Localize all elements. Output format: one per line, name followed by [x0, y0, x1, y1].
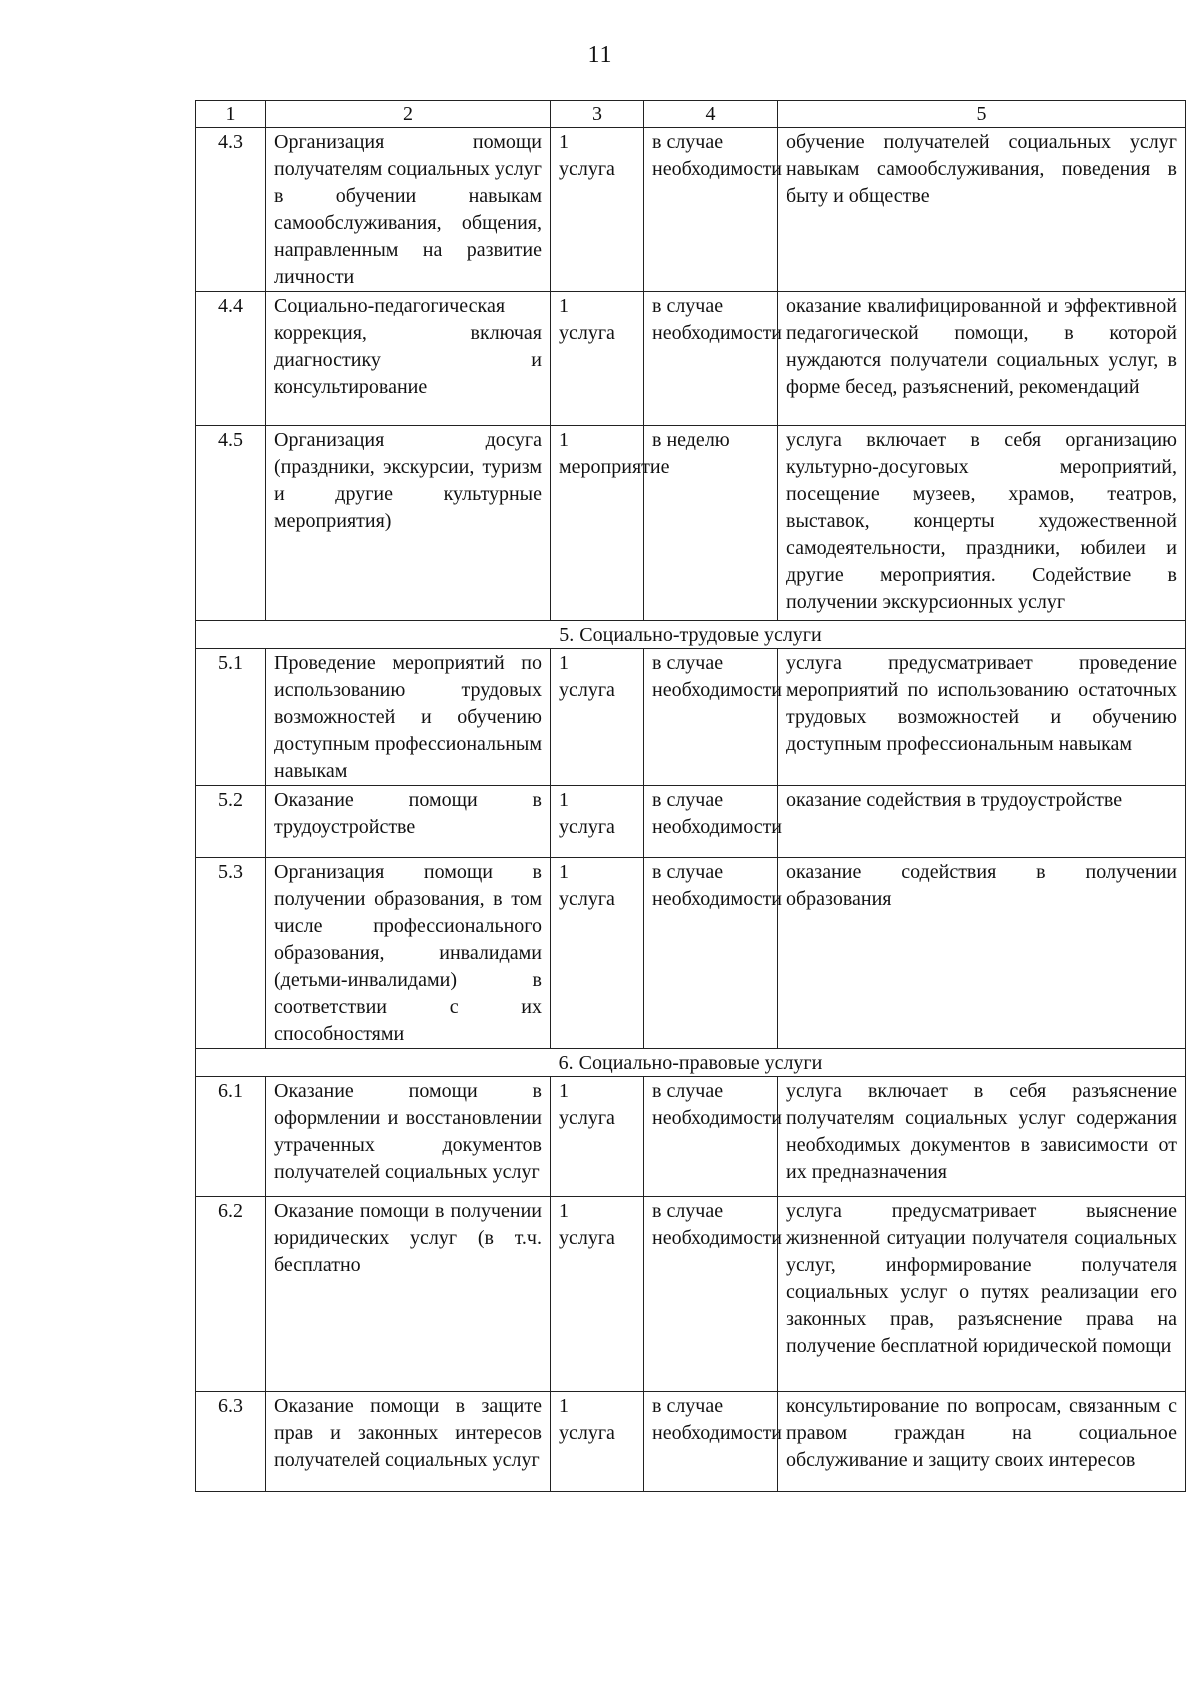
- table-row: [196, 292, 1186, 426]
- item-number: 6.1: [196, 1077, 266, 1197]
- service-name: Организация досуга (праздники, экскурсии, туризм и другие культурные мероприятия): [266, 426, 551, 621]
- service-name: Оказание помощи в получении юридических услуг (в т.ч. бесплатно: [266, 1197, 551, 1392]
- service-volume: 1 услуга: [551, 786, 644, 858]
- section-title: 6. Социально-правовые услуги: [196, 1049, 1186, 1077]
- table-row: [196, 858, 1186, 1049]
- table-row: [196, 128, 1186, 292]
- item-number: 5.1: [196, 649, 266, 786]
- service-volume: 1 услуга: [551, 1077, 644, 1197]
- service-periodicity: в случае необходимости: [644, 649, 778, 786]
- service-name: Организация помощи в получении образования, в том числе профессионального образования, инвалидами (детьми-инвалидами) в соответствии с их способностями: [266, 858, 551, 1049]
- column-header: 4: [644, 101, 778, 128]
- service-description: оказание содействия в получении образования: [778, 858, 1186, 1049]
- service-description: услуга включает в себя разъяснение получателям социальных услуг содержания необходимых документов в зависимости от их предназначения: [778, 1077, 1186, 1197]
- service-name: Оказание помощи в защите прав и законных интересов получателей социальных услуг: [266, 1392, 551, 1492]
- service-name: Оказание помощи в трудоустройстве: [266, 786, 551, 858]
- column-header: 5: [778, 101, 1186, 128]
- service-volume: 1 услуга: [551, 1197, 644, 1392]
- services-table: [195, 100, 1186, 1492]
- section-header-row: [196, 1049, 1186, 1077]
- service-periodicity: в случае необходимости: [644, 292, 778, 426]
- section-title: 5. Социально-трудовые услуги: [196, 621, 1186, 649]
- service-name: Проведение мероприятий по использованию трудовых возможностей и обучению доступным профессиональным навыкам: [266, 649, 551, 786]
- page-number: 11: [587, 42, 613, 68]
- service-description: услуга предусматривает проведение мероприятий по использованию остаточных трудовых возможностей и обучению доступным профессиональным навыкам: [778, 649, 1186, 786]
- service-description: услуга предусматривает выяснение жизненной ситуации получателя социальных услуг, информирование получателя социальных услуг о путях реализации его законных прав, разъяснение права на получение бесплатной юридической помощи: [778, 1197, 1186, 1392]
- service-volume: 1 услуга: [551, 128, 644, 292]
- service-periodicity: в случае необходимости: [644, 1077, 778, 1197]
- item-number: 4.5: [196, 426, 266, 621]
- service-volume: 1 услуга: [551, 1392, 644, 1492]
- column-number-header-row: [196, 101, 1186, 128]
- table-row: [196, 426, 1186, 621]
- service-volume: 1 услуга: [551, 292, 644, 426]
- table-row: [196, 1077, 1186, 1197]
- column-header: 2: [266, 101, 551, 128]
- section-header-row: [196, 621, 1186, 649]
- service-periodicity: в случае необходимости: [644, 1392, 778, 1492]
- service-description: обучение получателей социальных услуг навыкам самообслуживания, поведения в быту и обществе: [778, 128, 1186, 292]
- table-row: [196, 1197, 1186, 1392]
- item-number: 5.2: [196, 786, 266, 858]
- service-name: Социально-педагогическая коррекция, включая диагностику и консультирование: [266, 292, 551, 426]
- service-periodicity: в случае необходимости: [644, 1197, 778, 1392]
- column-header: 1: [196, 101, 266, 128]
- service-description: оказание квалифицированной и эффективной педагогической помощи, в которой нуждаются получатели социальных услуг, в форме бесед, разъяснений, рекомендаций: [778, 292, 1186, 426]
- service-name: Организация помощи получателям социальных услуг в обучении навыкам самообслуживания, общения, направленным на развитие личности: [266, 128, 551, 292]
- service-periodicity: в неделю: [644, 426, 778, 621]
- table-row: [196, 786, 1186, 858]
- item-number: 4.4: [196, 292, 266, 426]
- table-row: [196, 649, 1186, 786]
- service-periodicity: в случае необходимости: [644, 858, 778, 1049]
- service-periodicity: в случае необходимости: [644, 786, 778, 858]
- item-number: 5.3: [196, 858, 266, 1049]
- item-number: 6.3: [196, 1392, 266, 1492]
- service-volume: 1 услуга: [551, 649, 644, 786]
- item-number: 4.3: [196, 128, 266, 292]
- services-table-body: [196, 101, 1186, 1492]
- item-number: 6.2: [196, 1197, 266, 1392]
- service-description: услуга включает в себя организацию культурно-досуговых мероприятий, посещение музеев, храмов, театров, выставок, концерты художественной самодеятельности, праздники, юбилеи и другие мероприятия. Содействие в получении экскурсионных услуг: [778, 426, 1186, 621]
- service-volume: 1 услуга: [551, 858, 644, 1049]
- service-volume: 1 мероприятие: [551, 426, 644, 621]
- service-description: оказание содействия в трудоустройстве: [778, 786, 1186, 858]
- service-name: Оказание помощи в оформлении и восстановлении утраченных документов получателей социальных услуг: [266, 1077, 551, 1197]
- service-periodicity: в случае необходимости: [644, 128, 778, 292]
- service-description: консультирование по вопросам, связанным с правом граждан на социальное обслуживание и защиту своих интересов: [778, 1392, 1186, 1492]
- column-header: 3: [551, 101, 644, 128]
- table-row: [196, 1392, 1186, 1492]
